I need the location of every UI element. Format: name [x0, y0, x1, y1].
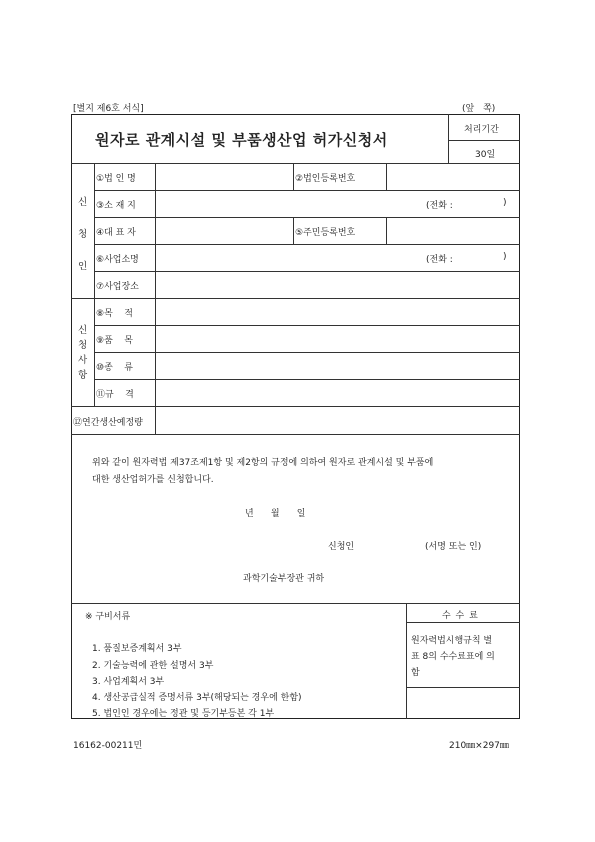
request-section-char-4: 항	[78, 370, 88, 381]
corp-name-field[interactable]	[157, 165, 291, 188]
rule-title-bottom	[71, 163, 520, 164]
statement-date: 년 월 일	[245, 509, 306, 519]
statement-line-2: 대한 생산업허가를 신청합니다.	[92, 475, 214, 485]
business-place-label: ⑦사업장소	[96, 282, 139, 292]
statement-applicant-label: 신청인	[328, 542, 355, 552]
fee-title: 수 수 료	[442, 611, 478, 621]
statement-line-1: 위와 같이 원자력법 제37조제1항 및 제2항의 규정에 의하여 원자로 관계시설 및 부품에	[92, 458, 434, 468]
document-item-2: 2. 기술능력에 관한 설명서 3부	[92, 661, 214, 671]
representative-label: ④대 표 자	[96, 228, 136, 238]
rule-row8	[94, 379, 520, 380]
rule-section-col	[94, 163, 95, 406]
rule-mid-col-1	[293, 163, 294, 190]
rule-annual-bottom	[71, 434, 520, 435]
rule-row1	[94, 190, 520, 191]
form-title: 원자로 관계시설 및 부품생산업 허가신청서	[95, 131, 388, 149]
rule-row3	[94, 244, 520, 245]
fee-text-line-1: 원자력법시행규칙 별	[411, 636, 493, 646]
processing-value: 30일	[475, 150, 496, 160]
page-side: (앞 쪽)	[462, 104, 496, 114]
form-code: 16162-00211민	[73, 741, 143, 751]
rule-value-col-2	[386, 217, 387, 244]
rule-label-col	[155, 163, 156, 434]
applicant-section-char-1: 신	[78, 197, 88, 208]
purpose-label: ⑧목 적	[96, 309, 133, 319]
fee-text-line-3: 함	[411, 668, 420, 678]
rule-fee-left-inner	[406, 603, 407, 687]
business-name-label: ⑥사업소명	[96, 255, 139, 265]
processing-label: 처리기간	[464, 125, 499, 135]
request-section-char-1: 신	[78, 325, 88, 336]
document-item-4: 4. 생산공급실적 증명서류 3부(해당되는 경우에 한함)	[92, 693, 302, 703]
paper-size: 210㎜×297㎜	[449, 741, 509, 751]
resident-reg-field[interactable]	[388, 219, 518, 242]
annual-plan-label: ⑫연간생산예정량	[73, 418, 143, 428]
representative-field[interactable]	[157, 219, 291, 242]
rule-processing-left	[448, 114, 449, 163]
rule-statement-bottom	[71, 603, 520, 604]
business-place-field[interactable]	[157, 273, 518, 296]
type-label: ⑩종 류	[96, 363, 133, 373]
fee-text-line-2: 표 8의 수수료표에 의	[411, 652, 495, 662]
rule-processing-mid	[448, 140, 520, 141]
purpose-field[interactable]	[157, 300, 518, 323]
rule-request-bottom	[71, 406, 520, 407]
business-phone-label: (전화 :	[426, 255, 453, 265]
addressee: 과학기술부장관 귀하	[243, 574, 325, 584]
rule-value-col-1	[386, 163, 387, 190]
rule-fee-bottom	[406, 687, 520, 688]
item-label: ⑨품 목	[96, 336, 133, 346]
address-phone-label: (전화 :	[426, 201, 453, 211]
form-number: [별지 제6호 서식]	[73, 104, 144, 114]
business-phone-close: )	[503, 252, 507, 262]
rule-mid-col-2	[293, 217, 294, 244]
signature-label: (서명 또는 인)	[425, 542, 482, 552]
request-section-char-3: 사	[78, 355, 88, 366]
rule-row2	[94, 217, 520, 218]
corp-reg-field[interactable]	[388, 165, 518, 188]
corp-name-label: ①법 인 명	[96, 174, 136, 184]
business-name-field[interactable]	[157, 246, 417, 269]
spec-field[interactable]	[157, 381, 518, 404]
address-field[interactable]	[157, 192, 417, 215]
corp-reg-label: ②법인등록번호	[295, 174, 356, 184]
documents-title: ※ 구비서류	[85, 612, 131, 622]
type-field[interactable]	[157, 354, 518, 377]
document-item-3: 3. 사업계획서 3부	[92, 677, 165, 687]
spec-label: ⑪규 격	[96, 390, 134, 400]
address-label: ③소 재 지	[96, 201, 136, 211]
applicant-section-char-3: 인	[78, 261, 88, 272]
rule-fee-title-bottom	[406, 622, 520, 623]
annual-plan-field[interactable]	[157, 408, 518, 432]
applicant-section-char-2: 청	[78, 229, 88, 240]
rule-row4	[94, 271, 520, 272]
rule-row6	[94, 325, 520, 326]
request-section-char-2: 청	[78, 340, 88, 351]
document-item-5: 5. 법인인 경우에는 정관 및 등기부등본 각 1부	[92, 709, 275, 719]
address-phone-close: )	[503, 198, 507, 208]
resident-reg-label: ⑤주민등록번호	[295, 228, 356, 238]
rule-applicant-bottom	[71, 298, 520, 299]
item-field[interactable]	[157, 327, 518, 350]
rule-row7	[94, 352, 520, 353]
document-item-1: 1. 품질보증계획서 3부	[92, 644, 182, 654]
